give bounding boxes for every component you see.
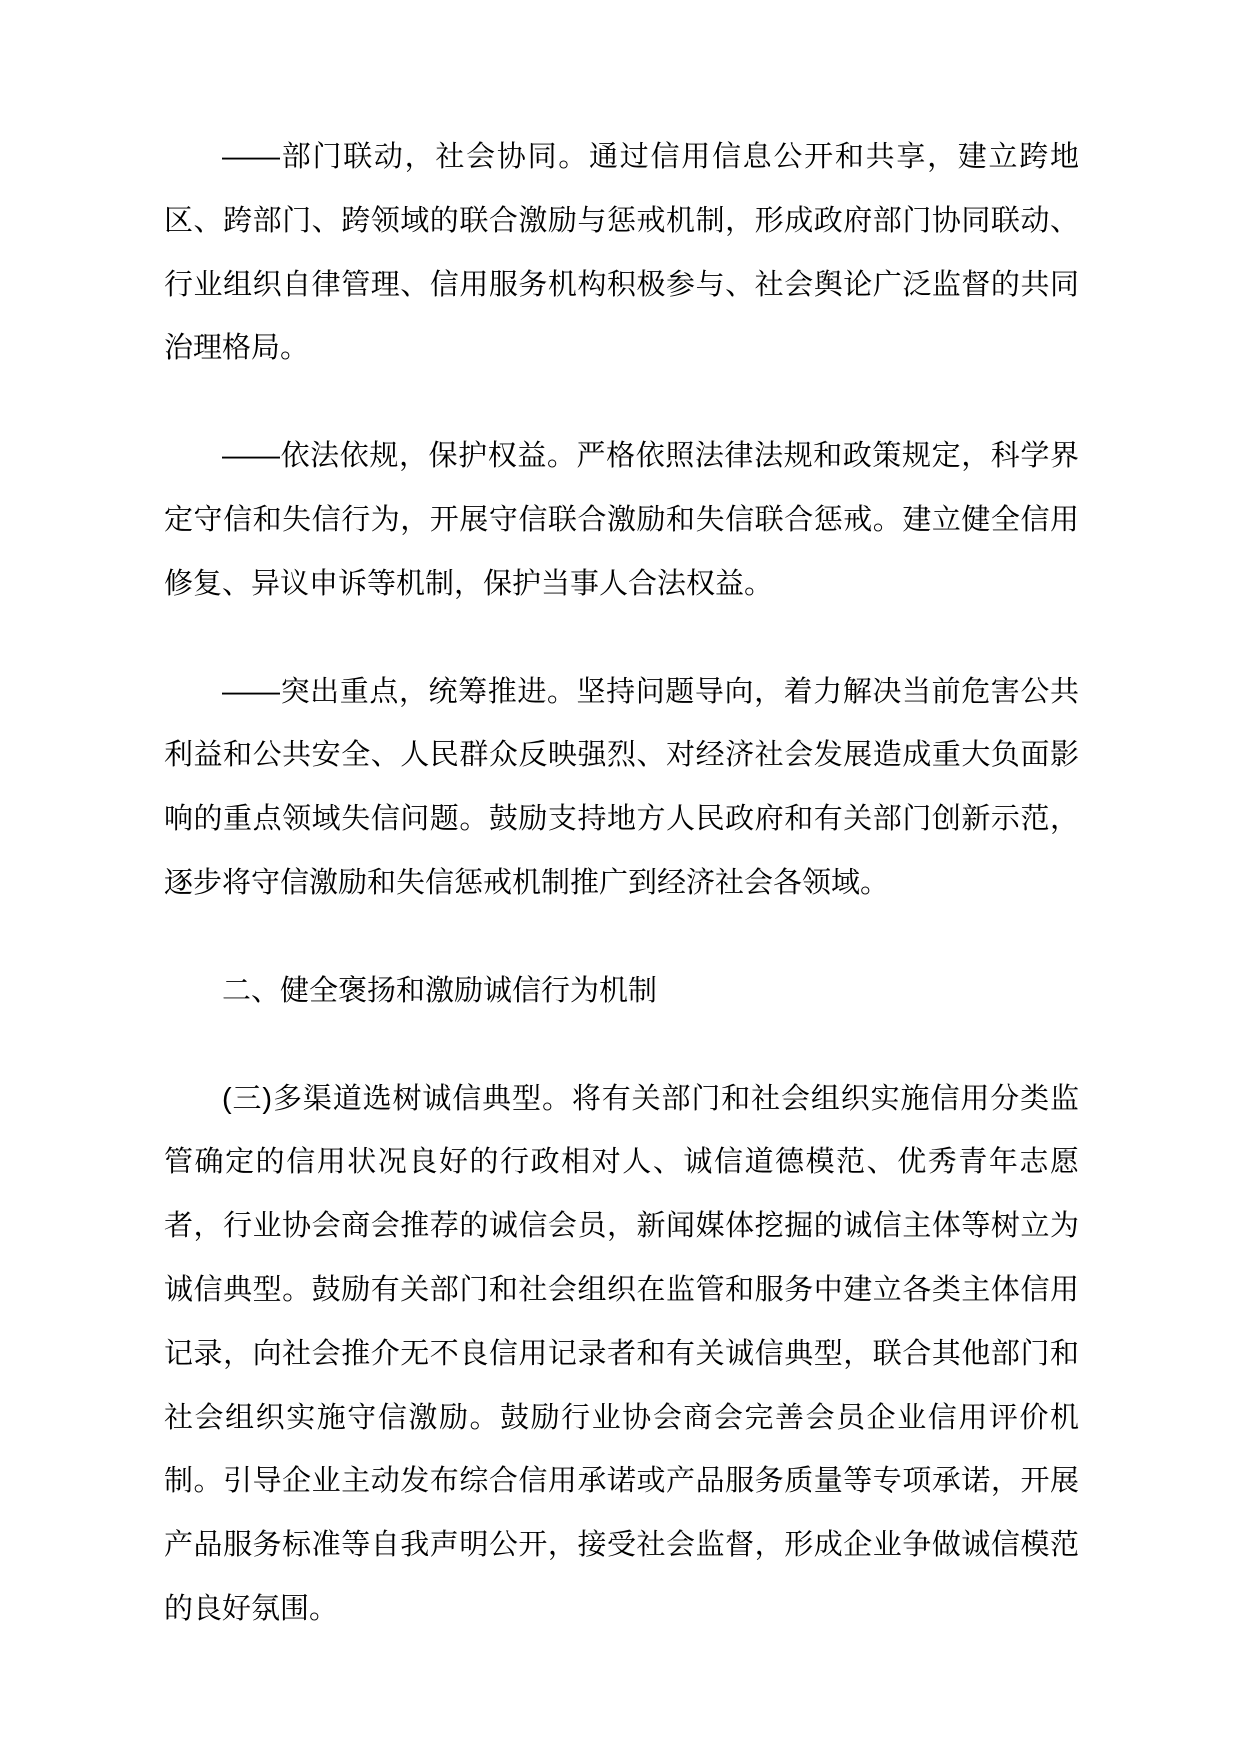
paragraph-principle-coordination: ——部门联动，社会协同。通过信用信息公开和共享，建立跨地区、跨部门、跨领域的联合激励与惩戒机制，形成政府部门协同联动、行业组织自律管理、信用服务机构积极参与、社会舆论广泛监督的共同治理格局。 bbox=[164, 141, 1079, 365]
section-heading: 二、健全褒扬和激励诚信行为机制 bbox=[222, 974, 658, 1007]
paragraph-principle-lawful: ——依法依规，保护权益。严格依照法律法规和政策规定，科学界定守信和失信行为，开展守信联合激励和失信联合惩戒。建立健全信用修复、异议申诉等机制，保护当事人合法权益。 bbox=[164, 440, 1079, 600]
paragraph-principle-focus: ——突出重点，统筹推进。坚持问题导向，着力解决当前危害公共利益和公共安全、人民群众反映强烈、对经济社会发展造成重大负面影响的重点领域失信问题。鼓励支持地方人民政府和有关部门创新示范，逐步将守信激励和失信惩戒机制推广到经济社会各领域。 bbox=[164, 675, 1079, 899]
paragraph-integrity-models: (三)多渠道选树诚信典型。将有关部门和社会组织实施信用分类监管确定的信用状况良好的行政相对人、诚信道德模范、优秀青年志愿者，行业协会商会推荐的诚信会员，新闻媒体挖掘的诚信主体等树立为诚信典型。鼓励有关部门和社会组织在监管和服务中建立各类主体信用记录，向社会推介无不良信用记录者和有关诚信典型，联合其他部门和社会组织实施守信激励。鼓励行业协会商会完善会员企业信用评价机制。引导企业主动发布综合信用承诺或产品服务质量等专项承诺，开展产品服务标准等自我声明公开，接受社会监督，形成企业争做诚信模范的良好氛围。 bbox=[164, 1082, 1079, 1625]
